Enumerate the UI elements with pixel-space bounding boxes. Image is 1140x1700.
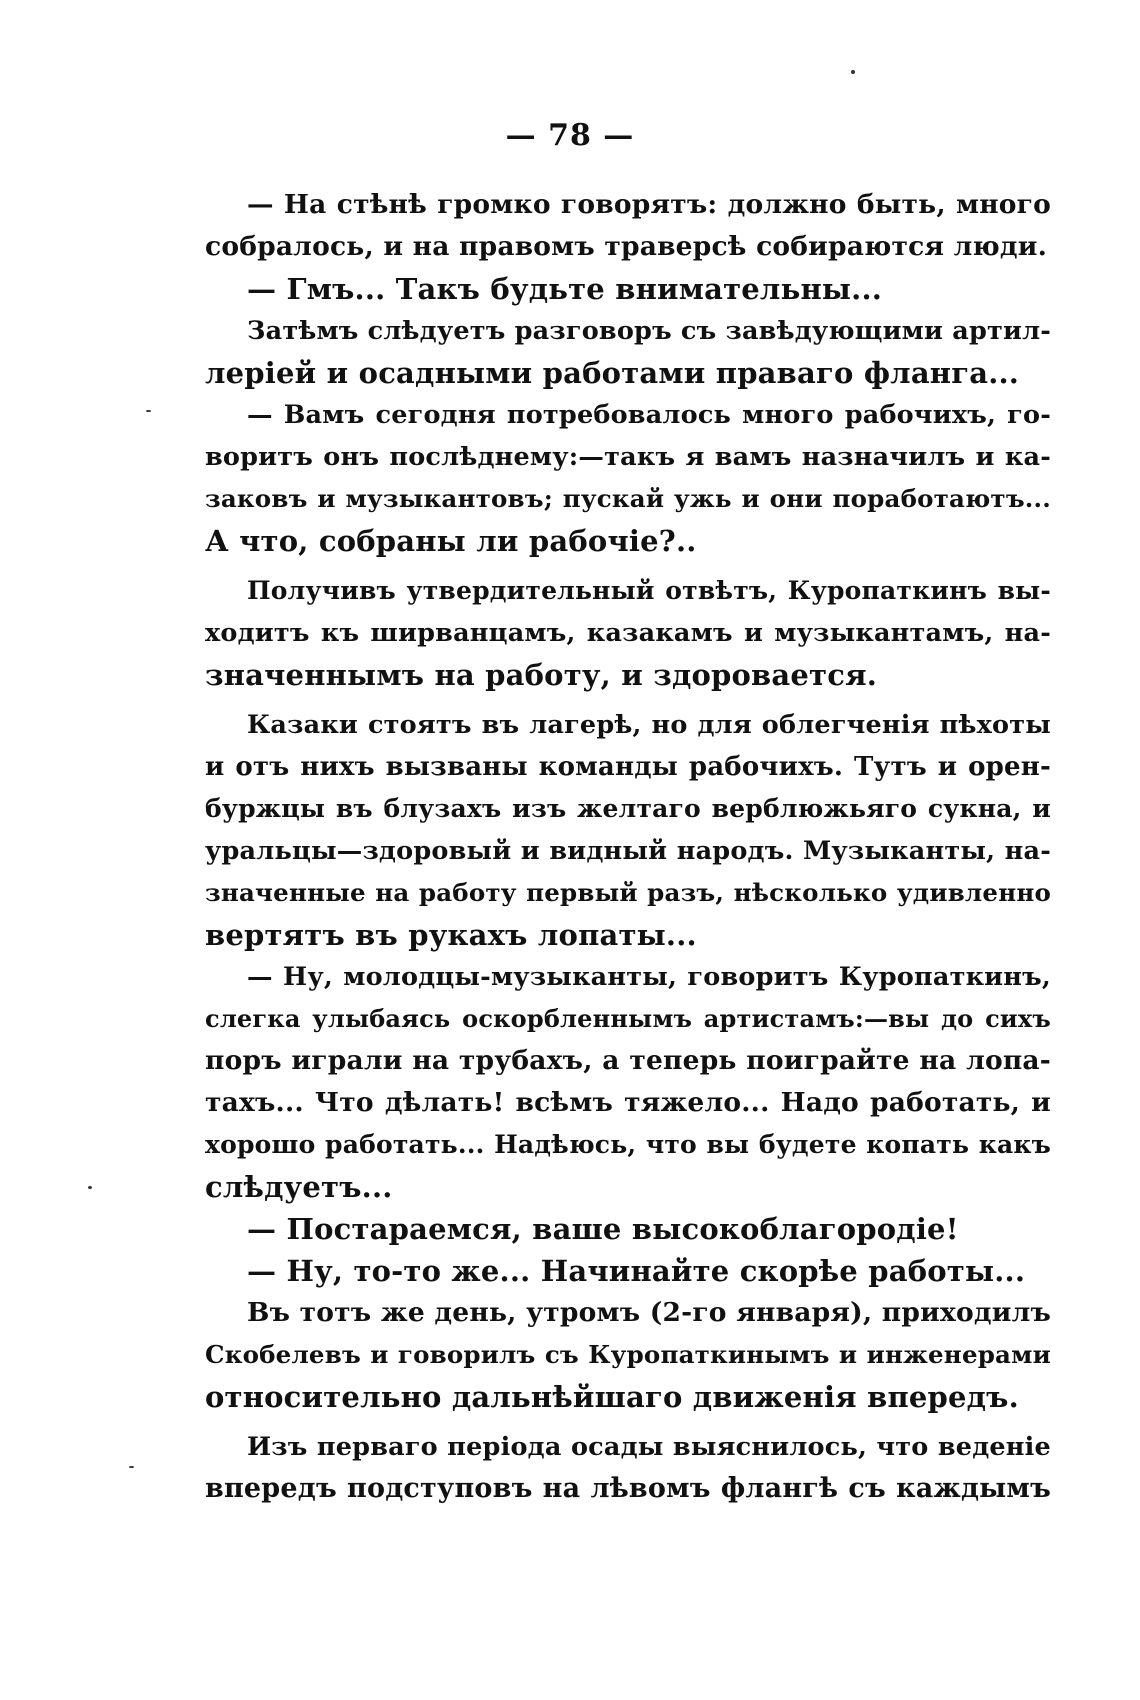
body-text (205, 184, 1051, 1510)
text-line: и отъ нихъ вызваны команды рабочихъ. Тутъ и орен- (205, 752, 1051, 782)
text-line: хорошо работать... Надѣюсь, что вы будете копать какъ (205, 1130, 1051, 1159)
text-line: ходитъ къ ширванцамъ, казакамъ и музыкантамъ, на- (205, 618, 1051, 648)
text-line: тахъ... Что дѣлать! всѣмъ тяжело... Надо работать, и (205, 1087, 1051, 1118)
print-speck (129, 1466, 134, 1468)
text-line: Скобелевъ и говорилъ съ Куропаткинымъ и инженерами (205, 1340, 1051, 1369)
text-line: воритъ онъ послѣднему:—такъ я вамъ назначилъ и ка- (205, 442, 1051, 472)
text-line: Изъ перваго періода осады выяснилось, что веденіе (247, 1432, 1051, 1462)
text-line: слегка улыбаясь оскорбленнымъ артистамъ:—вы до сихъ (205, 1004, 1051, 1033)
text-line: поръ играли на трубахъ, а теперь поиграйте на лопа- (205, 1045, 1051, 1076)
text-line: — Вамъ сегодня потребовалось много рабочихъ, го- (247, 400, 1051, 430)
text-line: слѣдуетъ... (205, 1170, 393, 1204)
text-line: значеннымъ на работу, и здоровается. (205, 658, 877, 692)
text-line: уральцы—здоровый и видный народъ. Музыканты, на- (205, 836, 1051, 866)
text-line: буржцы въ блузахъ изъ желтаго верблюжьяго сукна, и (205, 794, 1051, 823)
text-line: Получивъ утвердительный отвѣтъ, Куропаткинъ вы- (247, 576, 1051, 605)
text-line: леріей и осадными работами праваго фланга... (205, 356, 1020, 390)
text-line: заковъ и музыкантовъ; пускай ужь и они поработаютъ... (205, 484, 1051, 513)
text-line: — На стѣнѣ громко говорятъ: должно быть, много (247, 189, 1051, 220)
text-line: Казаки стоятъ въ лагерѣ, но для облегченія пѣхоты (247, 710, 1051, 740)
text-line: — Постараемся, ваше высокоблагородіе! (247, 1212, 959, 1246)
text-line: значенные на работу первый разъ, нѣсколько удивленно (205, 878, 1051, 907)
print-speck (851, 70, 855, 74)
text-line: относительно дальнѣйшаго движенія впередъ. (205, 1380, 1019, 1414)
text-line: — Ну, то-то же... Начинайте скорѣе работы... (247, 1254, 1026, 1288)
page-number: — 78 — (505, 118, 635, 153)
text-line: собралось, и на правомъ траверсѣ собираются люди. (205, 231, 1048, 262)
text-line: А что, собраны ли рабочіе?.. (205, 524, 697, 558)
print-speck (146, 410, 151, 412)
text-line: впередъ подступовъ на лѣвомъ флангѣ съ каждымъ (205, 1473, 1051, 1504)
text-line: — Ну, молодцы-музыканты, говоритъ Куропаткинъ, (247, 962, 1051, 992)
print-speck (88, 1186, 92, 1189)
text-line: Затѣмъ слѣдуетъ разговоръ съ завѣдующими артил- (247, 316, 1052, 346)
text-line: Въ тотъ же день, утромъ (2-го января), приходилъ (247, 1297, 1051, 1328)
text-line: — Гмъ... Такъ будьте внимательны... (247, 272, 883, 306)
text-line: вертятъ въ рукахъ лопаты... (205, 918, 697, 952)
